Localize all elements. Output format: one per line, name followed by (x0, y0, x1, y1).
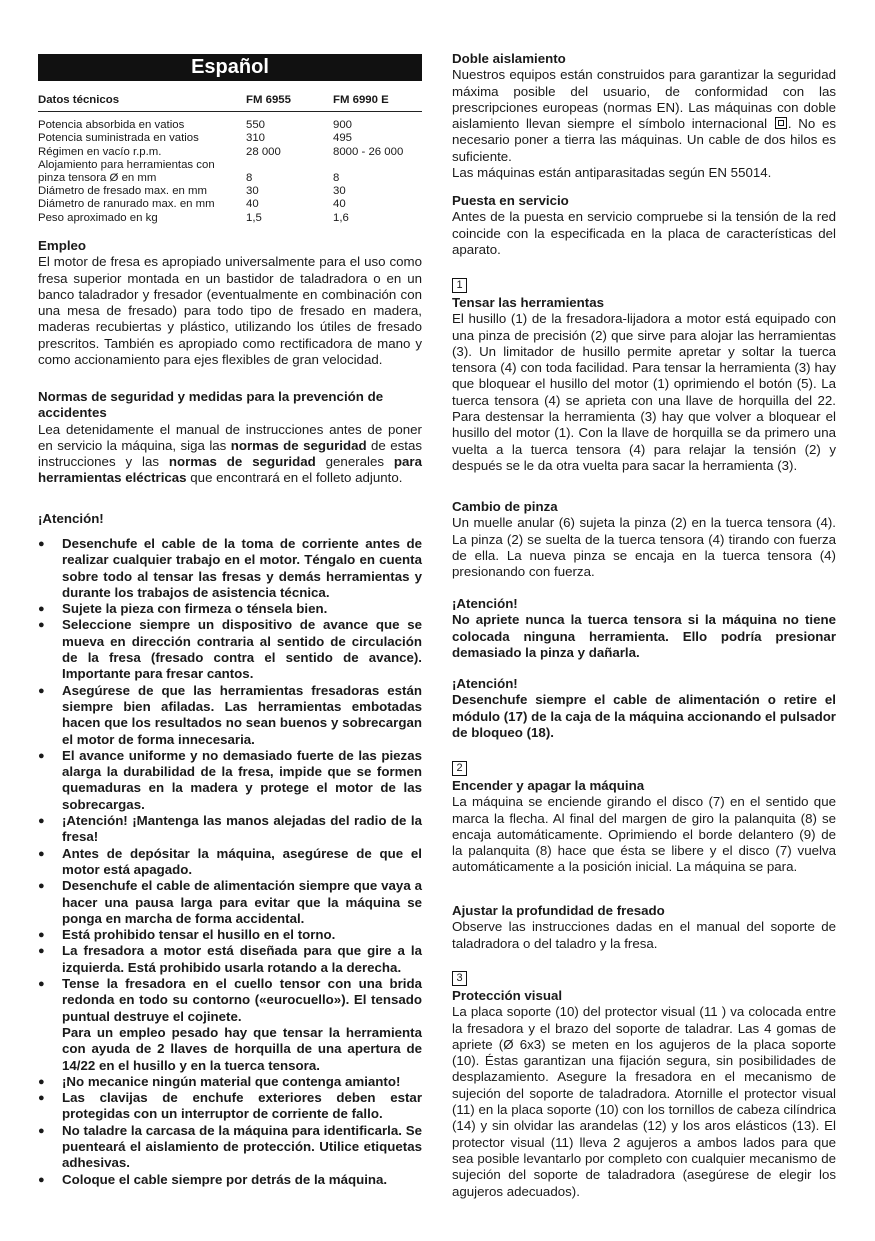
ajustar-heading: Ajustar la profundidad de fresado (452, 903, 665, 918)
doble-heading: Doble aislamiento (452, 51, 566, 66)
figure-number-1: 1 (452, 278, 467, 293)
safety-bullet-list (38, 536, 422, 1188)
normas-heading: Normas de seguridad y medidas para la prevención de accidentes (38, 389, 384, 421)
figure-number-2: 2 (452, 761, 467, 776)
safety-bullet-continuation: Para un empleo pesado hay que tensar la herramienta con ayuda de 2 llaves de horquilla de una apertura de 14/22 en el husillo y en la tuerca tensora. (62, 1024, 422, 1073)
safety-bullet: ● Sujete la pieza con firmeza o ténsela bien. (38, 601, 422, 617)
atencion-heading: ¡Atención! (452, 596, 518, 611)
safety-bullet: ● Seleccione siempre un dispositivo de avance que se mueva en dirección contraria al sentido de circulación de la fresa (fresado contra el sentido de avance). Importante para fresar cantos. (38, 617, 422, 682)
specs-row (38, 212, 422, 225)
normas-bold-1: normas de seguridad (230, 437, 367, 453)
spec-value-b: 8 (333, 172, 340, 185)
safety-bullet: ● La fresadora a motor está diseñada para que gire a la izquierda. Está prohibido usarla rotando a la derecha. (38, 943, 422, 976)
safety-bullet: ● Coloque el cable siempre por detrás de la máquina. (38, 1172, 422, 1188)
atencion-heading: ¡Atención! (452, 676, 518, 691)
safety-bullet: ● Asegúrese de que las herramientas fresadoras están siempre bien afiladas. Las herramientas embotadas hacen que los resultados no sean buenos y sobrecargan el motor de forma innecesaria. (38, 683, 422, 748)
doble-text (452, 67, 836, 165)
spec-label: Potencia absorbida en vatios (38, 119, 185, 132)
spec-label: Diámetro de ranurado max. en mm (38, 198, 215, 211)
section-empleo (38, 238, 422, 368)
encender-text: La máquina se enciende girando el disco (7) en el sentido que marca la flecha. Al final del margen de giro la palanquita (8) se encaja automáticamente. Oprimiendo el borde delantero (9) de la palanquita (8) hace que ésta se libere y el disco (7) vuelva automáticamente a la posición inicial. La máquina se para. (452, 794, 836, 875)
specs-row (38, 132, 422, 145)
cambio-text: Un muelle anular (6) sujeta la pinza (2) en la tuerca tensora (4). La pinza (2) se suelta de la tuerca tensora (4) tirando con fuerza de ella. La nueva pinza se encaja en la tuerca tensora (4) presionando con fuerza. (452, 515, 836, 580)
spec-label: Peso aproximado en kg (38, 211, 158, 224)
specs-row (38, 198, 422, 211)
empleo-heading: Empleo (38, 238, 87, 253)
normas-text-2: de estas instrucciones y las (38, 437, 423, 470)
section-tensar (452, 276, 836, 474)
safety-bullet (38, 976, 422, 1074)
normas-text-3: generales (315, 454, 394, 470)
section-atencion-right-2 (452, 676, 836, 741)
doble-text-b: . No es necesario poner a tierra las máquinas. Un cable de dos hilos es suficiente. (452, 116, 837, 164)
double-insulation-icon (775, 117, 787, 129)
spec-label: pinza tensora Ø en mm (38, 172, 157, 185)
specs-header-model-b: FM 6990 E (333, 94, 389, 106)
spec-value-a: 40 (246, 198, 259, 211)
normas-bold-3: para herramientas eléctricas (38, 454, 422, 486)
section-cambio (452, 499, 836, 580)
empleo-text: El motor de fresa es apropiado universalmente para el uso como fresa superior montada en un bastidor de taladradora o en un banco taladrador y fresador (eventualmente en combinación con una mesa de fresado) para todo tipo de fresado en madera, maderas recubiertas y plástico, utilizando los útiles de fresado prescritos. También es apropiado como rectificadora de mano y como accionamiento para ejes flexibles de gran velocidad. (38, 254, 422, 368)
specs-row (38, 146, 422, 159)
specs-header-model-a: FM 6955 (246, 94, 291, 106)
safety-bullet: ● Las clavijas de enchufe exteriores deben estar protegidas con un interruptor de corriente de fallo. (38, 1090, 422, 1123)
section-atencion-left (38, 511, 422, 527)
atencion-text: No apriete nunca la tuerca tensora si la máquina no tiene colocada ninguna herramienta. Ello podría presionar demasiado la pinza y dañarla. (452, 612, 836, 660)
spec-value-a: 1,5 (246, 211, 262, 224)
section-normas (38, 389, 422, 487)
normas-text-1: Lea detenidamente el manual de instrucciones antes de poner en servicio la máquina, siga las (38, 421, 422, 453)
doble-text-c: Las máquinas están antiparasitadas según EN 55014. (452, 165, 772, 181)
section-doble-aislamiento (452, 51, 836, 181)
doble-text-a: Nuestros equipos están construidos para garantizar la seguridad máxima posible del usuario, de conformidad con las prescripciones europeas (normas EN). Las máquinas con doble aislamiento llevan siempre el símbolo internacional (452, 67, 836, 132)
section-puesta (452, 193, 836, 258)
safety-bullet: ● Desenchufe el cable de alimentación siempre que vaya a hacer una pausa larga para evitar que la máquina se ponga en marcha de forma accidental. (38, 878, 422, 927)
specs-row (38, 119, 422, 132)
proteccion-text: La placa soporte (10) del protector visual (11 ) va colocada entre la fresadora y el brazo del soporte de taladrar. Las 4 gomas de apriete (Ø 6x3) se meten en los agujeros de la placa soporte (10). Éstas garantizan una fijación segura, sin posibilidades de desplazamiento. Asegure la fresadora en el mecanismo de sujeción del soporte de taladradora. Atornille el protector visual (11) en la placa soporte (10) con los tornillos de cabeza cilíndrica (14) y sin olvidar las arandelas (12) y los aros elásticos (13). El protector visual (11) lleva 2 agujeros a ambos lados para que sea posible levantarlo por completo con cualquier mecanismo de sujeción del soporte de taladradora (asegúrese de elegir los agujeros adecuados). (452, 1004, 836, 1199)
section-proteccion (452, 969, 836, 1200)
language-title: Español (38, 54, 422, 81)
spec-label: Alojamiento para herramientas con (38, 158, 215, 171)
safety-bullet: ● Desenchufe el cable de la toma de corriente antes de realizar cualquier trabajo en el motor. Téngalo en cuenta sobre todo al tensar las fresas y demás herramientas y durante los trabajos de asistencia técnica. (38, 536, 422, 601)
safety-bullet-text: ● Tense la fresadora en el cuello tensor con una brida redonda en todo su contorno («eurocuello»). El tensado puntual destruye el cojinete. (62, 976, 422, 1024)
normas-text-4: que encontrará en el folleto adjunto. (186, 470, 403, 486)
spec-value-b: 30 (333, 185, 346, 198)
section-ajustar (452, 903, 836, 952)
tensar-heading: Tensar las herramientas (452, 295, 605, 310)
spec-value-b: 1,6 (333, 211, 349, 224)
spec-value-a: 30 (246, 185, 259, 198)
puesta-text: Antes de la puesta en servicio compruebe si la tensión de la red coincide con la especificada en la placa de características del aparato. (452, 209, 836, 257)
encender-heading: Encender y apagar la máquina (452, 778, 645, 793)
atencion-heading: ¡Atención! (38, 511, 104, 526)
specs-row (38, 159, 422, 172)
safety-bullet: ● El avance uniforme y no demasiado fuerte de las piezas alarga la durabilidad de la fresa, impide que se formen quemaduras en la madera y protege el motor de las sobrecargas. (38, 748, 422, 813)
proteccion-heading: Protección visual (452, 988, 563, 1003)
spec-value-b: 40 (333, 198, 346, 211)
spec-value-b: 900 (333, 119, 353, 132)
spec-value-a: 28 000 (246, 145, 281, 158)
normas-text (38, 422, 422, 487)
cambio-heading: Cambio de pinza (452, 499, 558, 514)
safety-bullet: ● No taladre la carcasa de la máquina para identificarla. Se puenteará el aislamiento de protección. Utilice etiquetas adhesivas. (38, 1123, 422, 1172)
spec-value-a: 8 (246, 172, 253, 185)
spec-value-a (246, 159, 333, 172)
section-atencion-right-1 (452, 596, 836, 661)
spec-label: Régimen en vacío r.p.m. (38, 145, 162, 158)
safety-bullet: ● Está prohibido tensar el husillo en el torno. (38, 927, 422, 943)
specs-table (38, 94, 422, 225)
spec-value-b: 8000 - 26 000 (333, 145, 404, 158)
specs-header (38, 94, 422, 112)
section-encender (452, 759, 836, 876)
spec-value-a: 550 (246, 119, 266, 132)
spec-label: Diámetro de fresado max. en mm (38, 185, 208, 198)
puesta-heading: Puesta en servicio (452, 193, 569, 208)
atencion-text: Desenchufe siempre el cable de alimentación o retire el módulo (17) de la caja de la máquina accionando el pulsador de bloqueo (18). (452, 692, 836, 740)
normas-bold-2: normas de seguridad (168, 454, 316, 470)
ajustar-text: Observe las instrucciones dadas en el manual del soporte de taladradora o del taladro y la fresa. (452, 919, 836, 951)
figure-number-3: 3 (452, 971, 467, 986)
spec-value-b: 495 (333, 132, 353, 145)
spec-value-a: 310 (246, 132, 266, 145)
specs-row (38, 172, 422, 185)
safety-bullet: ● ¡No mecanice ningún material que contenga amianto! (38, 1074, 422, 1090)
spec-value-b (333, 159, 422, 172)
safety-bullet: ● ¡Atención! ¡Mantenga las manos alejadas del radio de la fresa! (38, 813, 422, 846)
specs-row (38, 185, 422, 198)
tensar-text: El husillo (1) de la fresadora-lijadora a motor está equipado con una pinza de precisión (2) que sirve para alojar las herramientas (3). Un limitador de husillo permite apretar y soltar la tuerca tensora (4) con toda facilidad. Para tensar la herramienta (3) hay que bloquear el husillo del motor (1) oprimiendo el botón (5). La tuerca tensora (4) se aprieta con una llave de horquilla del 22. Para destensar la herramienta (3) hay que volver a bloquear el husillo del motor (1). Con la llave de horquilla se da primero una vuelta a la tuerca tensora (4) para relajar la tensión (2) y después se le da otra vuelta para sacar la herramienta (3). (452, 311, 836, 473)
spec-label: Potencia suministrada en vatios (38, 132, 199, 145)
specs-header-label: Datos técnicos (38, 94, 120, 106)
safety-bullet: ● Antes de depósitar la máquina, asegúrese de que el motor está apagado. (38, 846, 422, 879)
